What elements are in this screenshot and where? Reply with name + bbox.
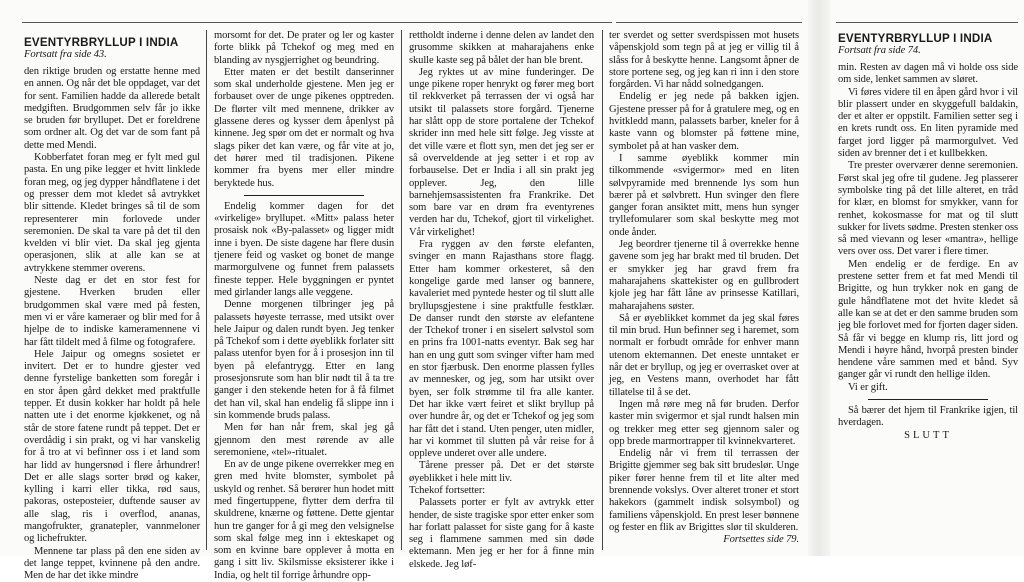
paragraph: Denne morgenen tilbringer jeg på palassets høyeste terrasse, med utsikt over hele Jaipur og dalen rundt byen. Jeg tenker på Tchekof som i dette øyeblikk forlater sitt palass utenfor byen for å i prosesjon inn til byen på elefantrygg. Etter en lang prosesjonsrute som han blir nødt til å ta tre ganger i den stekende heten for å få filmet det han vil, skal han endelig få slippe inn i sin kommende bruds palass.	[214, 299, 394, 421]
section-divider	[244, 195, 364, 196]
column-separator	[206, 30, 207, 550]
paragraph: Kobberfatet foran meg er fylt med gul pasta. En ung pike legger et hvitt linklede foran meg, og jeg dypper håndflatene i det og presser dem mot kledet så avtrykket blir sittende. Kledet bringes så til de som representerer min forlovede under seremonien. De skal ta vare på det til den kvelden vi blir viet. Da skal jeg gjenta operasjonen, slik at alle kan se at avtrykkene stemmer overens.	[24, 152, 200, 274]
paragraph: den riktige bruden og erstatte henne med en annen. Og når det ble oppdaget, var det for sent. Familien hadde da allerede betalt medgiften. Brudgommen selv får jo ikke se bruden før bryllupet. Det er foreldrene som ordner alt. Og det var de som fant på dette med Mendi.	[24, 66, 200, 151]
text-column-3	[409, 30, 594, 570]
paragraph: ter sverdet og setter sverdspissen mot husets våpenskjold som tegn på at jeg er villig til å slåss for å beskytte henne. Langsomt åpner de store portene seg, og jeg kan ri inn i den store forgården. Vi har nådd solnedgangen.	[609, 30, 799, 91]
paragraph: Jeg beordrer tjenerne til å overrekke henne gavene som jeg har brakt med til bruden. Det er smykker jeg har gravd frem fra maharajahens skattekister og en gullbrodert kjole jeg har fått låne av prinsesse Katillari, maharajahens søster.	[609, 239, 799, 312]
paragraph: Endelig er jeg nede på bakken igjen. Gjestene presser på for å gratulere meg, og en hvitkledd mann, palassets barber, kneler for å kaste vann og blomster på føttene mine, symbolet på at han vasker dem.	[609, 91, 799, 152]
paragraph: Vi føres videre til en åpen gård hvor i vil blir plassert under en skyggefull baldakin, der et alter er oppstilt. Familien setter seg i en krets rundt oss. En liten pyramide med farget jord ligger på marmorgulvet. Ved siden av brenner det i et kullbekken.	[838, 86, 1018, 160]
paragraph: morsomt for det. De prater og ler og kaster forte blikk på Tchekof og meg med en blanding av nysgjerrighet og beundring.	[214, 30, 394, 66]
page-gutter	[808, 0, 830, 556]
section-divider	[868, 399, 988, 400]
article-title-continued: EVENTYRBRYLLUP I INDIA	[838, 32, 993, 45]
paragraph: Etter maten er det bestilt danserinner som skal underholde gjestene. Men jeg er forbauset over de unge pikenes opptreden. De flørter vilt med mennene, drikker av glassene deres og kysser dem åpenlyst på kinnene. Jeg spør om det er normalt og hva slags piker det kan være, og får vite at jo, det hører med til tradisjonen. Pikene kommer fra byens mer eller mindre beryktede hus.	[214, 66, 394, 189]
paragraph: Mennene tar plass på den ene siden av det lange teppet, kvinnene på den andre. Men de har det ikke mindre	[24, 545, 200, 582]
paragraph: Vi er gift.	[848, 381, 888, 393]
top-rule-right	[836, 22, 1018, 23]
continued-from: Fortsatt fra side 74.	[838, 45, 921, 56]
paragraph: Neste dag er det en stor fest for gjestene. Hverken bruden eller brudgommen skal være med på festen, men vi er våre kameraer og blir med for å hjelpe de to indiske kameramennene vi har fått tildelt med å filme og fotografere.	[24, 275, 200, 348]
continued-from: Fortsatt fra side 43.	[24, 49, 107, 60]
paragraph: Palassets porter er fylt av avtrykk etter hender, de siste tragiske spor etter enker som har forlatt palasset for siste gang for å kaste seg i flammene sammen med sin døde ektemann. Men jeg er her for å finne min elskede. Jeg løf-	[409, 497, 594, 570]
top-rule-left	[22, 22, 612, 23]
paragraph: Jeg ryktes ut av mine funderinger. De unge pikene roper henrykt og fører meg bort til rekkverket på terrassen der vi også har utsikt til palassets store forgård. Tjenerne har slått opp de store portalene der Tchekof skrider inn med hele sitt følge. Jeg visste at det ville være et flott syn, men det jeg ser er så overveldende at jeg setter i et rop av forbauselse. Det er India i all sin prakt jeg opplever. Jeg, den lille barnehjemsassistenten fra Frankrike. Det som bare var en drøm fra eventyrenes verden har du, Tchekof, gjort til virkelighet. Vår virkelighet!	[409, 66, 594, 238]
column-separator	[401, 30, 402, 550]
paragraph: Men endelig er de ferdige. En av prestene setter frem et fat med Mendi til Brigitte, og hun trykker nok en gang de gule håndflatene mot det hvite kledet så alle kan se at det er den samme bruden som jeg ble forlovet med for fjorten dager siden. Så får vi begge en klump ris, litt jord og Mendi i høyre hånd, hvorpå presten binder hendene våre sammen med et bånd. Syv ganger går vi rundt den hellige ilden.	[838, 258, 1019, 381]
paragraph: Tchekof fortsetter:	[409, 484, 486, 496]
text-column-4	[609, 30, 799, 552]
top-rule-middle	[616, 22, 802, 23]
paragraph: I samme øyeblikk kommer min tilkommende «svigermor» med en liten sølvpyramide med brennende lys som hun bærer på et sølvbrett. Hun svinger den flere ganger foran ansiktet mitt, mens hun synger tryllefomularer som skal beskytte meg mot onde ånder.	[609, 152, 799, 238]
continued-on: Fortsettes side 79.	[723, 534, 799, 546]
paragraph: Så bærer det hjem til Frankrike igjen, til hverdagen.	[838, 405, 1018, 429]
paragraph: Hele Jaipur og omegns sosietet er invitert. Det er to hundre gjester ved denne fyrstelige banketten som foregår i en stor åpen gård dekket med praktfulle tepper. Et dusin kokker har holdt på hele natten ute i det enorme kjøkkenet, og nå står de store fatene rundt på teppet. Det er overdådig i sin prakt, og vi har vanskelig for å tro at vi befinner oss i et land som har lidd av hungersnød i flere århundrer! Det er alle slags sorter brød og kaker, kylling i karri eller tikka, rød saus, pakoras, osteposteier, duftende sauser av alle slag, ris i overflod, ananas, mangofrukter, granatepler, vannmeloner og lichefrukter.	[24, 348, 200, 545]
paragraph: Tårene presser på. Det er det største øyeblikket i hele mitt liv.	[409, 460, 594, 484]
paragraph: Ingen må røre meg nå før bruden. Derfor kaster min svigermor et sjal rundt halsen min og trekker meg etter seg gjennom saler og opp brede marmortrapper til kvinnekvarteret.	[609, 398, 799, 447]
paragraph: Så er øyeblikket kommet da jeg skal føres til min brud. Hun befinner seg i haremet, som normalt er forbudt område for enhver mann utenom ektemannen. Det eneste unntaket er når det er bryllup, og jeg er overrasket over at jeg, en Vestens mann, overhodet har fått tillatelse til å se det.	[609, 312, 799, 398]
paragraph: Fra ryggen av den første elefanten, svinger en mann Rajasthans store flagg. Etter ham kommer orkesteret, så den kongelige garde med lanser og bannere, kavaleriet med pyntede hester og til slutt alle bryllupsgjestene i sine praktfulle festklær. De danser rundt den største av elefantene der Tchekof troner i en siselert sølvstol som en prins fra 1001-natts eventyr. Bak seg har han en ung gutt som svinger vifter ham med en stor fjærbusk. Den enorme plassen fylles av mennesker, og jeg, som har utsikt over byen, ser folk strømme til fra alle kanter. Det har ikke vært feiret et slikt bryllup på over hundre år, og det er Tchekof og jeg som har fått det i stand. Uten penger, uten midler, har vi kommet til slutten på vår reise for å oppleve underet over alle undere.	[409, 239, 594, 460]
paragraph: En av de unge pikene overrekker meg en gren med hvite blomster, symbolet på uskyld og renhet. Så berører hun hodet mitt med fingertuppene, flytter dem derfra til skuldrene, knærne og føttene. Dette gjentar hun tre ganger for å gi meg den velsignelse som skal følge meg inn i ekteskapet og som en kvinne bare opplever å motta en gang i sitt liv. Skilsmisse eksisterer ikke i India, og helt til forrige århundre opp-	[214, 459, 394, 581]
paragraph: Men før han når frem, skal jeg gå gjennom den mest rørende av alle seremoniene, «tel»-ritualet.	[214, 422, 394, 458]
paragraph: Endelig kommer dagen for det «virkelige» bryllupet. «Mitt» palass heter prosaisk nok «By-palasset» og ligger midt inne i byen. De siste dagene har flere dusin tjenere feid og vasket og bonet de mange marmorgulvene og funnet frem palassets fineste tepper. Hele byggningen er pyntet med girlander langs alle veggene.	[214, 200, 394, 298]
column-separator	[602, 30, 603, 550]
paragraph: Endelig når vi frem til terrassen der Brigitte gjemmer seg bak sitt brudeslør. Unge piker fører henne frem til et lite alter med brennende vokslys. Over alteret troner et stort hakekors (gammelt indisk solsymbol) og familiens våpenskjold. En prest leser bønnene og fester en flik av Brigittes slør til skulderen.	[609, 448, 799, 533]
text-column-1	[24, 36, 200, 582]
article-title: EVENTYRBRYLLUP I INDIA	[24, 36, 179, 49]
paragraph: rettholdt inderne i denne delen av landet den grusomme skikken at maharajahens enke skulle kaste seg på bålet der han ble brent.	[409, 30, 594, 66]
paragraph: Tre prester overværer denne seremonien. Først skal jeg ofre til gudene. Jeg plasserer symbolske ting på det lille alteret, en tråd for klær, en blomst for smykker, vann for renhet, kokosmasse for mat og til slutt sukker for livets sødme. Presten stenker oss så med vievann og leser «mantra», hellige vers over oss. Det varer i flere timer.	[838, 160, 1018, 258]
text-column-2	[214, 30, 394, 581]
paragraph: min. Resten av dagen må vi holde oss side om side, lenket sammen av sløret.	[838, 62, 1018, 86]
end-marker: SLUTT	[904, 429, 952, 441]
text-column-5	[838, 32, 1018, 552]
